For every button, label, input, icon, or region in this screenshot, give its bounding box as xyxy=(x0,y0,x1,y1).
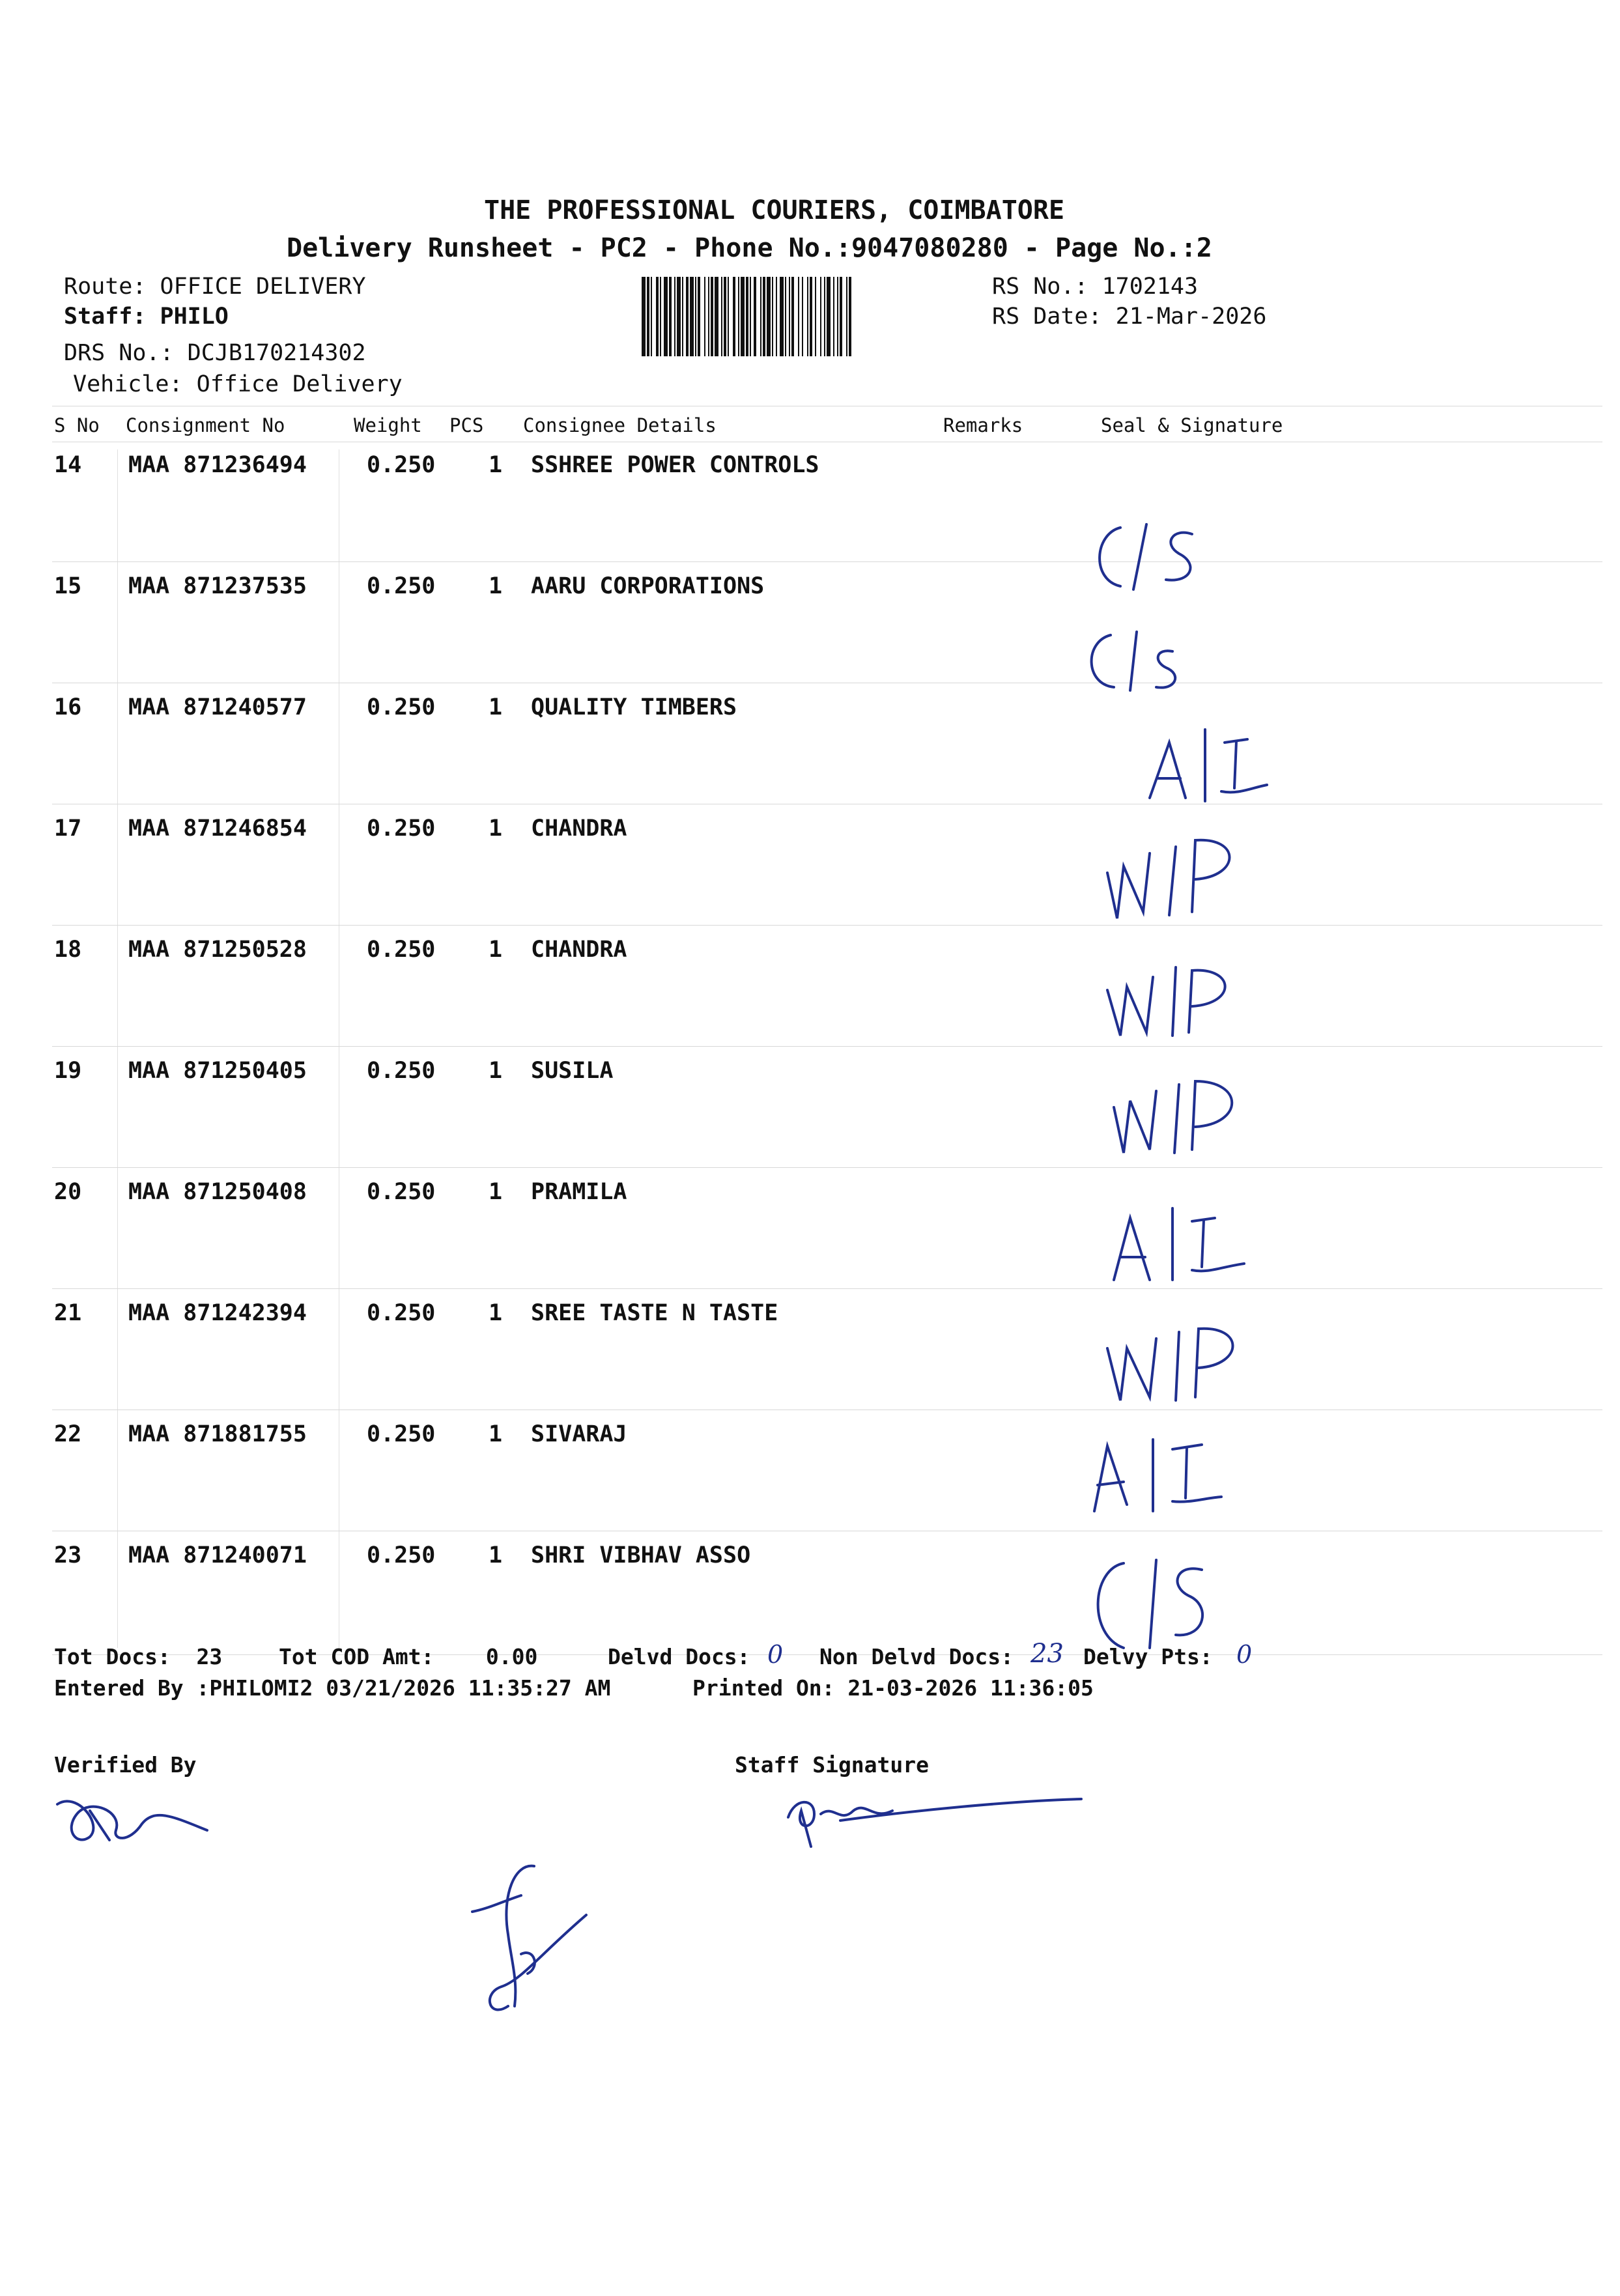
document-title: Delivery Runsheet - PC2 - Phone No.:9047080280 - Page No.:2 xyxy=(287,233,1212,263)
table-row xyxy=(0,1300,1620,1421)
staff-signature-label: Staff Signature xyxy=(735,1752,930,1778)
barcode-bar xyxy=(780,277,784,356)
row-weight: 0.250 xyxy=(367,1058,436,1084)
barcode-bar xyxy=(798,277,799,356)
table-row xyxy=(0,1421,1620,1542)
row-sno: 23 xyxy=(54,1542,82,1568)
handwritten-mark-np xyxy=(1098,951,1267,1042)
barcode-bar xyxy=(698,277,700,356)
row-weight: 0.250 xyxy=(367,694,436,720)
handwritten-mark-cs xyxy=(1075,625,1225,697)
row-consignment-no: MAA 871250408 xyxy=(128,1179,307,1205)
drs-no: DRS No.: DCJB170214302 xyxy=(64,340,366,366)
row-consignment-no: MAA 871246854 xyxy=(128,815,307,842)
col-weight: Weight xyxy=(354,414,422,436)
barcode-bar xyxy=(686,277,689,356)
staff-signature xyxy=(782,1785,1094,1850)
barcode-bar xyxy=(815,277,816,356)
handwritten-mark-ai xyxy=(1140,723,1290,808)
barcode-bar xyxy=(840,277,842,356)
row-weight: 0.250 xyxy=(367,1179,436,1205)
table-row xyxy=(0,573,1620,694)
row-consignee: CHANDRA xyxy=(531,937,627,963)
row-pcs: 1 xyxy=(489,1421,503,1447)
table-row xyxy=(0,815,1620,937)
barcode-bar xyxy=(677,277,681,356)
col-remarks: Remarks xyxy=(943,414,1023,436)
col-consignment: Consignment No xyxy=(126,414,285,436)
handwritten-mark-np xyxy=(1098,827,1267,925)
row-consignment-no: MAA 871240071 xyxy=(128,1542,307,1568)
table-row xyxy=(0,452,1620,573)
barcode-bar xyxy=(827,277,831,356)
non-delivered-docs: Non Delvd Docs: xyxy=(819,1644,1014,1669)
row-sno: 21 xyxy=(54,1300,82,1326)
barcode-bar xyxy=(833,277,834,356)
barcode-bar xyxy=(776,277,777,356)
barcode-bar xyxy=(754,277,756,356)
row-consignment-no: MAA 871881755 xyxy=(128,1421,307,1447)
row-pcs: 1 xyxy=(489,694,503,720)
row-consignment-no: MAA 871250405 xyxy=(128,1058,307,1084)
barcode-bar xyxy=(807,277,808,356)
handwritten-mark-ai xyxy=(1081,1426,1244,1518)
barcode-bar xyxy=(837,277,838,356)
row-rule xyxy=(52,561,1602,562)
barcode-bar xyxy=(820,277,821,356)
row-sno: 17 xyxy=(54,815,82,842)
handwritten-non-delvd-docs: 23 xyxy=(1030,1639,1064,1669)
row-rule xyxy=(52,925,1602,926)
handwritten-delvy-pts: 0 xyxy=(1236,1640,1253,1669)
row-consignee: SIVARAJ xyxy=(531,1421,627,1447)
barcode-bar xyxy=(763,277,765,356)
route: Route: OFFICE DELIVERY xyxy=(64,274,366,300)
barcode-bar xyxy=(695,277,696,356)
barcode-bar xyxy=(741,277,745,356)
barcode-bar xyxy=(704,277,705,356)
barcode-bar xyxy=(750,277,751,356)
barcode-bar xyxy=(789,277,790,356)
delivery-points: Delvy Pts: xyxy=(1083,1644,1213,1669)
row-pcs: 1 xyxy=(489,1300,503,1326)
total-docs: Tot Docs: 23 xyxy=(54,1644,223,1669)
barcode-bar xyxy=(660,277,661,356)
table-row xyxy=(0,1179,1620,1300)
handwritten-mark-np xyxy=(1098,1312,1273,1410)
row-consignment-no: MAA 871237535 xyxy=(128,573,307,599)
row-consignment-no: MAA 871236494 xyxy=(128,452,307,478)
printed-on: Printed On: 21-03-2026 11:36:05 xyxy=(692,1675,1094,1701)
barcode-bar xyxy=(647,277,649,356)
row-sno: 22 xyxy=(54,1421,82,1447)
verifier-signature xyxy=(51,1785,220,1856)
barcode-bar xyxy=(682,277,683,356)
handwritten-mark-cs xyxy=(1081,515,1238,599)
rs-date: RS Date: 21-Mar-2026 xyxy=(992,304,1267,330)
barcode-bar xyxy=(642,277,646,356)
row-consignment-no: MAA 871250528 xyxy=(128,937,307,963)
barcode-graphic xyxy=(642,277,982,356)
barcode-bar xyxy=(715,277,718,356)
barcode-bar xyxy=(785,277,786,356)
row-pcs: 1 xyxy=(489,452,503,478)
row-sno: 19 xyxy=(54,1058,82,1084)
handwritten-mark-cs xyxy=(1078,1550,1260,1654)
row-consignee: CHANDRA xyxy=(531,815,627,842)
barcode-bar xyxy=(674,277,675,356)
staff: Staff: PHILO xyxy=(64,304,229,330)
row-consignee: QUALITY TIMBERS xyxy=(531,694,737,720)
table-row xyxy=(0,1058,1620,1179)
row-weight: 0.250 xyxy=(367,1542,436,1568)
barcode-bar xyxy=(746,277,748,356)
barcode-bar xyxy=(656,277,659,356)
col-pcs: PCS xyxy=(449,414,484,436)
row-weight: 0.250 xyxy=(367,815,436,842)
barcode-bar xyxy=(791,277,794,356)
barcode-bar xyxy=(708,277,709,356)
barcode-bar xyxy=(721,277,722,356)
col-sno: S No xyxy=(54,414,100,436)
row-pcs: 1 xyxy=(489,1179,503,1205)
col-consignee: Consignee Details xyxy=(523,414,717,436)
barcode-bar xyxy=(772,277,773,356)
row-consignee: SSHREE POWER CONTROLS xyxy=(531,452,819,478)
barcode-bar xyxy=(728,277,729,356)
row-sno: 20 xyxy=(54,1179,82,1205)
barcode-bar xyxy=(733,277,735,356)
barcode-bar xyxy=(711,277,713,356)
row-consignee: PRAMILA xyxy=(531,1179,627,1205)
barcode-bar xyxy=(846,277,847,356)
row-pcs: 1 xyxy=(489,573,503,599)
row-rule xyxy=(52,1046,1602,1047)
barcode-bar xyxy=(664,277,668,356)
row-consignment-no: MAA 871242394 xyxy=(128,1300,307,1326)
delivered-docs: Delvd Docs: xyxy=(608,1644,750,1669)
row-weight: 0.250 xyxy=(367,452,436,478)
barcode-bar xyxy=(802,277,803,356)
row-weight: 0.250 xyxy=(367,573,436,599)
barcode-bar xyxy=(738,277,739,356)
barcode xyxy=(642,277,982,356)
barcode-bar xyxy=(849,277,851,356)
row-consignee: SHRI VIBHAV ASSO xyxy=(531,1542,751,1568)
handwritten-mark-np xyxy=(1104,1068,1273,1159)
handwritten-delvd-docs: 0 xyxy=(767,1640,784,1669)
table-row xyxy=(0,694,1620,815)
row-consignee: SUSILA xyxy=(531,1058,614,1084)
row-weight: 0.250 xyxy=(367,1421,436,1447)
barcode-bar xyxy=(824,277,825,356)
barcode-bar xyxy=(724,277,726,356)
row-pcs: 1 xyxy=(489,815,503,842)
total-cod-amount: Tot COD Amt: 0.00 xyxy=(279,1644,538,1669)
rs-no: RS No.: 1702143 xyxy=(992,274,1199,300)
barcode-bar xyxy=(760,277,761,356)
row-rule xyxy=(52,1167,1602,1168)
row-pcs: 1 xyxy=(489,937,503,963)
row-rule xyxy=(52,1288,1602,1289)
row-consignee: SREE TASTE N TASTE xyxy=(531,1300,778,1326)
extra-signature xyxy=(462,1856,599,2026)
barcode-bar xyxy=(669,277,672,356)
row-weight: 0.250 xyxy=(367,937,436,963)
row-pcs: 1 xyxy=(489,1058,503,1084)
row-sno: 14 xyxy=(54,452,82,478)
verified-by-label: Verified By xyxy=(54,1752,197,1778)
row-sno: 15 xyxy=(54,573,82,599)
row-weight: 0.250 xyxy=(367,1300,436,1326)
row-sno: 18 xyxy=(54,937,82,963)
company-name: THE PROFESSIONAL COURIERS, COIMBATORE xyxy=(484,195,1065,225)
row-pcs: 1 xyxy=(489,1542,503,1568)
barcode-bar xyxy=(810,277,812,356)
col-seal-signature: Seal & Signature xyxy=(1101,414,1283,436)
table-row xyxy=(0,1542,1620,1664)
barcode-bar xyxy=(767,277,771,356)
barcode-bar xyxy=(690,277,694,356)
entered-by: Entered By :PHILOMI2 03/21/2026 11:35:27 AM xyxy=(54,1675,611,1701)
row-consignment-no: MAA 871240577 xyxy=(128,694,307,720)
handwritten-mark-ai xyxy=(1101,1198,1270,1290)
table-row xyxy=(0,937,1620,1058)
row-consignee: AARU CORPORATIONS xyxy=(531,573,765,599)
vehicle: Vehicle: Office Delivery xyxy=(73,371,403,397)
row-sno: 16 xyxy=(54,694,82,720)
barcode-bar xyxy=(651,277,652,356)
